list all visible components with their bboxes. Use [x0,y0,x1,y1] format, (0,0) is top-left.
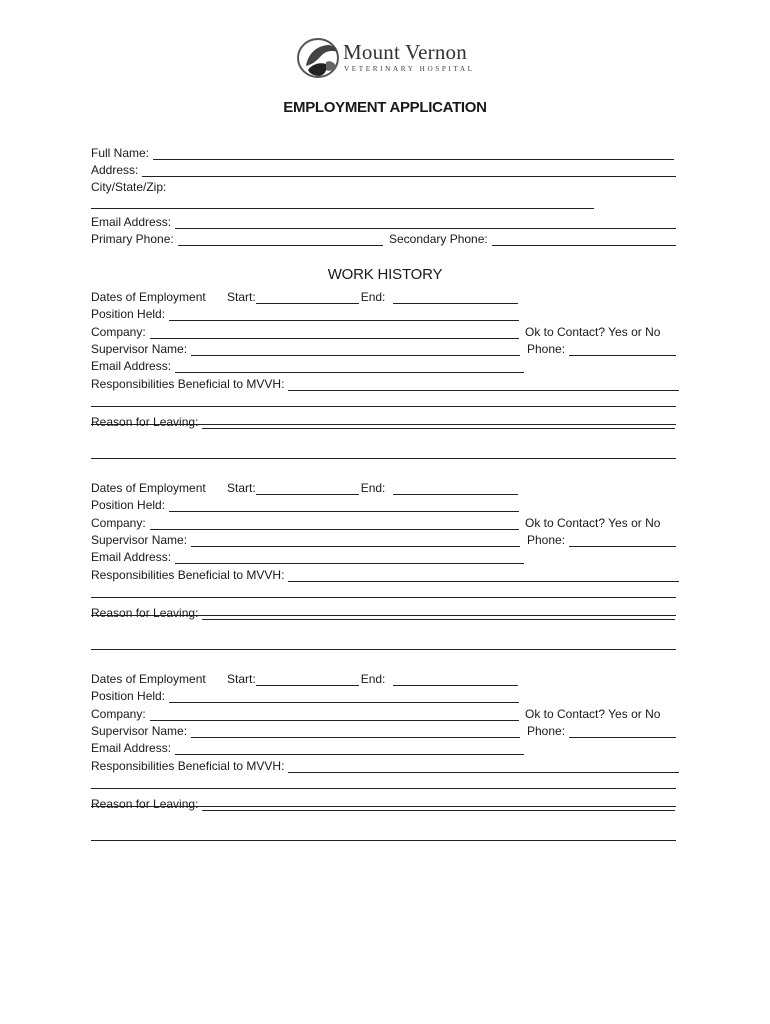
dates-label: Dates of Employment [91,672,206,686]
ok-to-contact-row [525,705,675,721]
dates-label: Dates of Employment [91,290,206,304]
responsibilities-line-2[interactable] [91,788,676,789]
entry-email-row [91,739,524,755]
company-label: Company: [91,325,146,339]
responsibilities-label: Responsibilities Beneficial to MVVH: [91,759,285,773]
secondary-phone-row [389,230,676,246]
ok-to-contact-row [525,514,675,530]
phone-field[interactable] [569,343,676,356]
email-row [91,213,676,229]
start-date-field[interactable] [256,673,359,686]
phone-label: Phone: [527,533,566,547]
company-label: Company: [91,516,146,530]
position-label: Position Held: [91,307,166,321]
position-label: Position Held: [91,689,166,703]
reason-line-2[interactable] [91,840,676,841]
responsibilities-row [91,757,679,773]
end-date-field[interactable] [393,482,518,495]
entry-email-field[interactable] [175,742,524,755]
phone-label: Phone: [527,724,566,738]
city-state-zip-field[interactable] [91,208,594,209]
responsibilities-field[interactable] [288,760,679,773]
primary-phone-field[interactable] [178,233,383,246]
full-name-field[interactable] [153,147,674,160]
company-field[interactable] [150,326,519,339]
supervisor-row [91,340,520,356]
responsibilities-line-2[interactable] [91,597,676,598]
work-history-heading: WORK HISTORY [327,266,443,283]
entry-email-label: Email Address: [91,550,172,564]
responsibilities-label: Responsibilities Beneficial to MVVH: [91,568,285,582]
position-row [91,305,519,321]
end-date-field[interactable] [393,291,518,304]
position-field[interactable] [169,308,519,321]
address-row [91,161,676,177]
company-row [91,514,519,530]
page-title: EMPLOYMENT APPLICATION [283,99,487,116]
start-date-field[interactable] [256,291,359,304]
primary-phone-row [91,230,383,246]
supervisor-field[interactable] [191,343,520,356]
phone-field[interactable] [569,534,676,547]
ok-to-contact-label[interactable]: Ok to Contact? Yes or No [525,325,661,339]
dates-row [91,670,518,686]
position-label: Position Held: [91,498,166,512]
supervisor-row [91,722,520,738]
dates-row [91,479,518,495]
supervisor-row [91,531,520,547]
supervisor-field[interactable] [191,534,520,547]
entry-email-label: Email Address: [91,741,172,755]
hospital-logo [296,36,476,82]
company-label: Company: [91,707,146,721]
responsibilities-row [91,375,679,391]
start-label: Start: [227,481,256,495]
end-date-field[interactable] [393,673,518,686]
phone-row [527,340,676,356]
reason-row [91,413,675,429]
end-label: End: [360,481,386,495]
entry-email-field[interactable] [175,360,524,373]
supervisor-label: Supervisor Name: [91,342,188,356]
end-label: End: [360,290,386,304]
primary-phone-label: Primary Phone: [91,232,174,246]
reason-label: Reason for Leaving: [91,797,199,811]
phone-label: Phone: [527,342,566,356]
responsibilities-field[interactable] [288,569,679,582]
responsibilities-label: Responsibilities Beneficial to MVVH: [91,377,285,391]
position-field[interactable] [169,690,519,703]
secondary-phone-field[interactable] [492,233,676,246]
company-row [91,705,519,721]
ok-to-contact-label[interactable]: Ok to Contact? Yes or No [525,516,661,530]
full-name-row [91,144,674,160]
position-field[interactable] [169,499,519,512]
address-label: Address: [91,163,139,177]
company-field[interactable] [150,517,519,530]
entry-email-field[interactable] [175,551,524,564]
company-row [91,323,519,339]
logo-name: Mount Vernon [343,40,467,64]
supervisor-field[interactable] [191,725,520,738]
reason-row [91,604,675,620]
city-state-zip-label: City/State/Zip: [91,180,167,194]
start-label: Start: [227,290,256,304]
responsibilities-line-2[interactable] [91,406,676,407]
secondary-phone-label: Secondary Phone: [389,232,488,246]
phone-field[interactable] [569,725,676,738]
ok-to-contact-row [525,323,675,339]
email-field[interactable] [175,216,676,229]
position-row [91,687,519,703]
reason-row [91,795,675,811]
phone-row [527,531,676,547]
reason-line-2[interactable] [91,649,676,650]
entry-email-row [91,548,524,564]
horse-dog-cat-logo-icon [296,36,342,80]
responsibilities-field[interactable] [288,378,679,391]
start-label: Start: [227,672,256,686]
reason-field[interactable] [202,416,675,429]
supervisor-label: Supervisor Name: [91,533,188,547]
start-date-field[interactable] [256,482,359,495]
responsibilities-row [91,566,679,582]
reason-line-2[interactable] [91,458,676,459]
reason-label: Reason for Leaving: [91,606,199,620]
entry-email-label: Email Address: [91,359,172,373]
reason-label: Reason for Leaving: [91,415,199,429]
end-label: End: [360,672,386,686]
email-label: Email Address: [91,215,172,229]
company-field[interactable] [150,708,519,721]
reason-field[interactable] [202,798,675,811]
dates-row [91,288,518,304]
supervisor-label: Supervisor Name: [91,724,188,738]
full-name-label: Full Name: [91,146,150,160]
reason-field[interactable] [202,607,675,620]
city-state-zip-row [91,178,291,194]
ok-to-contact-label[interactable]: Ok to Contact? Yes or No [525,707,661,721]
phone-row [527,722,676,738]
dates-label: Dates of Employment [91,481,206,495]
address-field[interactable] [142,164,676,177]
logo-subtitle: VETERINARY HOSPITAL [344,65,475,73]
entry-email-row [91,357,524,373]
position-row [91,496,519,512]
